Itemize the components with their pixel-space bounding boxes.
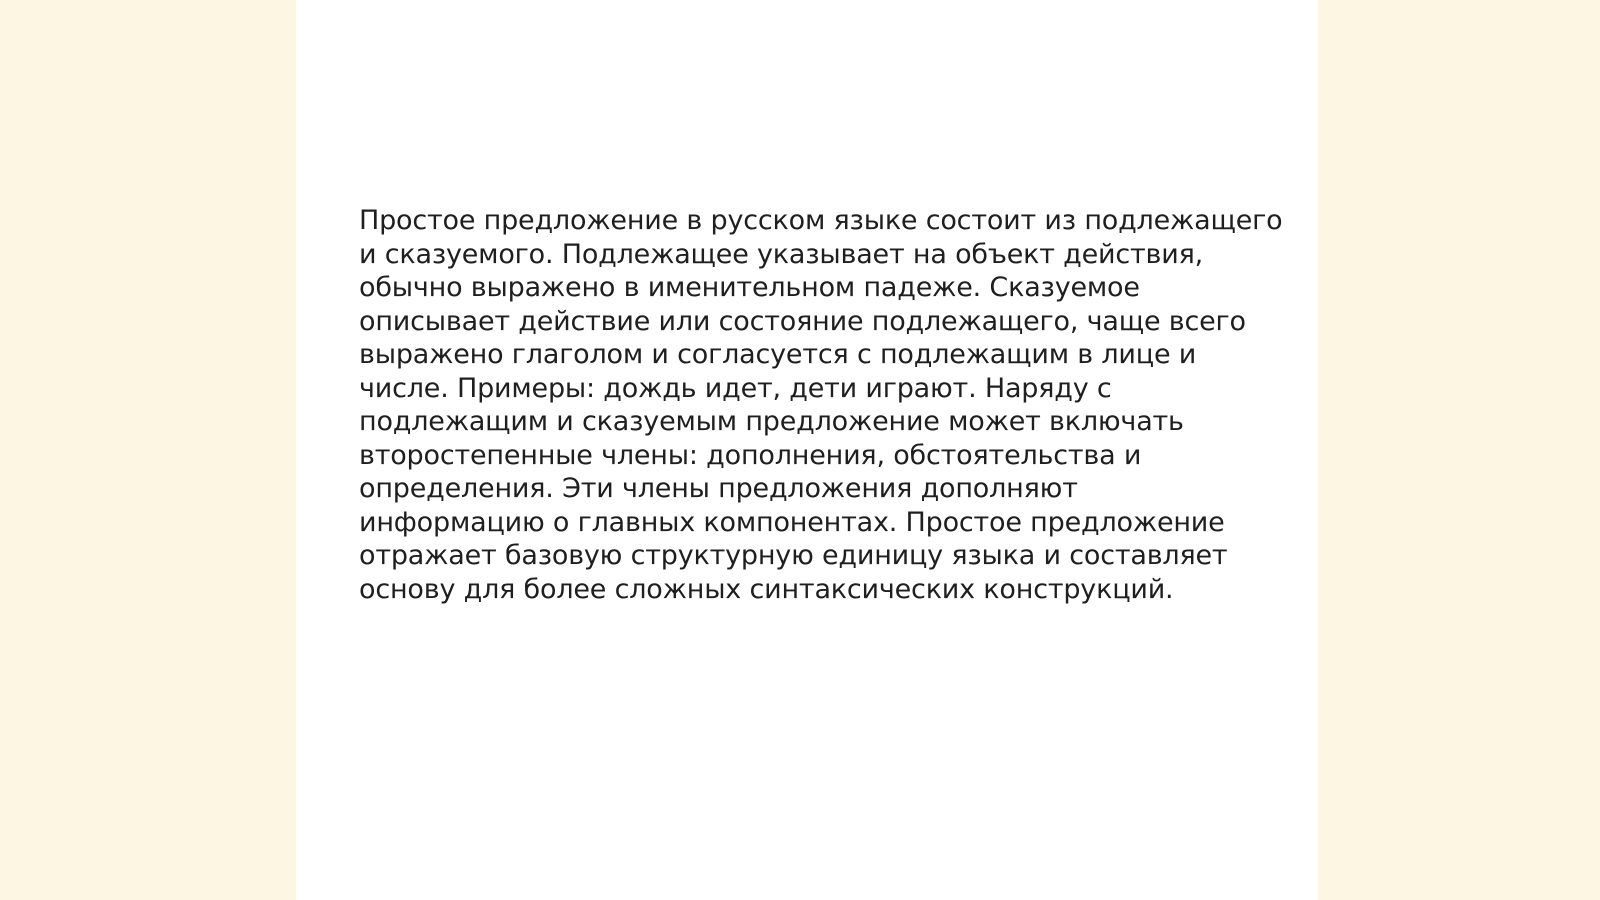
paragraph-line: информацию о главных компонентах. Простое предложение: [359, 506, 1225, 538]
paragraph-line: и сказуемого. Подлежащее указывает на объект действия,: [359, 238, 1204, 270]
paragraph-line: числе. Примеры: дождь идет, дети играют. Наряду с: [359, 372, 1112, 404]
paragraph-line: отражает базовую структурную единицу языка и составляет: [359, 540, 1228, 571]
paragraph-line: обычно выражено в именительном падеже. Сказуемое: [359, 272, 1140, 303]
paragraph-line: выражено глаголом и согласуется с подлежащим в лице и: [359, 339, 1197, 370]
paragraph-line: подлежащим и сказуемым предложение может включать: [359, 406, 1184, 437]
body-paragraph: [359, 204, 1283, 606]
paragraph-line: Простое предложение в русском языке состоит из подлежащего: [359, 205, 1283, 236]
paragraph-line: основу для более сложных синтаксических конструкций.: [359, 573, 1174, 605]
paragraph-line: описывает действие или состояние подлежащего, чаще всего: [359, 305, 1246, 337]
paragraph-line: второстепенные члены: дополнения, обстоятельства и: [359, 439, 1142, 471]
document-page: [296, 0, 1318, 900]
paragraph-line: определения. Эти члены предложения дополняют: [359, 473, 1078, 504]
